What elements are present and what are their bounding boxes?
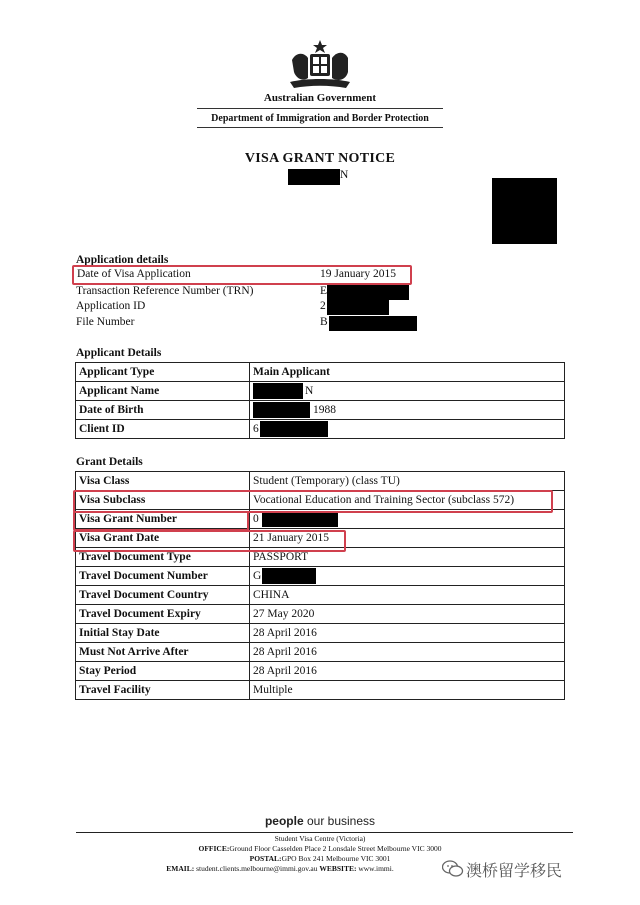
- table-key: Initial Stay Date: [76, 624, 250, 643]
- postal-text: GPO Box 241 Melbourne VIC 3001: [281, 854, 391, 863]
- footer-centre: Student Visa Centre (Victoria): [274, 834, 366, 843]
- grant-date-highlight: [73, 530, 346, 552]
- footer-divider: [76, 832, 573, 833]
- table-key: Visa Subclass: [76, 491, 250, 510]
- table-key: Applicant Name: [76, 382, 250, 401]
- website-text: www.immi.: [356, 864, 394, 873]
- table-value: [250, 382, 565, 401]
- detail-value: 2: [320, 300, 326, 312]
- table-row: [76, 624, 565, 643]
- visa-subclass-highlight: [73, 490, 553, 513]
- table-row: [76, 605, 565, 624]
- detail-label: Application ID: [76, 300, 146, 312]
- redaction-bar: [327, 285, 409, 300]
- office-text: Ground Floor Casselden Place 2 Lonsdale Street Melbourne VIC 3000: [229, 844, 442, 853]
- table-key: Visa Class: [76, 472, 250, 491]
- redaction-bar: [262, 568, 316, 584]
- redaction-bar: [329, 316, 417, 331]
- redaction-bar: [260, 421, 328, 437]
- value-text: 1988: [313, 404, 336, 416]
- table-key: Visa Grant Date: [76, 529, 250, 548]
- email-text: student.clients.melbourne@immi.gov.au: [194, 864, 320, 873]
- recipient-name-suffix: N: [340, 169, 349, 181]
- brand-bold: people: [264, 814, 304, 828]
- table-value: Student (Temporary) (class TU): [250, 472, 565, 491]
- table-key: Travel Document Expiry: [76, 605, 250, 624]
- table-value: Multiple: [250, 681, 565, 700]
- table-key: Applicant Type: [76, 363, 250, 382]
- redaction-bar: [253, 402, 310, 418]
- grant-details-heading: Grant Details: [76, 456, 143, 468]
- table-row: [76, 662, 565, 681]
- table-value: CHINA: [250, 586, 565, 605]
- table-value: 28 April 2016: [250, 624, 565, 643]
- page-title: VISA GRANT NOTICE: [244, 151, 396, 166]
- applicant-details-heading: Applicant Details: [76, 347, 162, 359]
- detail-label: File Number: [76, 316, 135, 328]
- table-row: [76, 643, 565, 662]
- table-value: Main Applicant: [250, 363, 565, 382]
- department-name: Department of Immigration and Border Protection: [211, 113, 429, 124]
- table-key: Client ID: [76, 420, 250, 439]
- redaction-bar: [262, 511, 338, 527]
- applicant-table: [75, 362, 565, 439]
- table-key: Must Not Arrive After: [76, 643, 250, 662]
- email-label: EMAIL:: [166, 864, 195, 873]
- watermark-text: 澳桥留学移民: [466, 861, 563, 880]
- table-value: [250, 567, 565, 586]
- table-key: Stay Period: [76, 662, 250, 681]
- table-value: Vocational Education and Training Sector (subclass 572): [250, 491, 565, 510]
- postal-label: POSTAL:: [249, 854, 282, 863]
- value-text: G: [253, 570, 262, 582]
- redaction-bar: [253, 383, 303, 399]
- detail-label: Date of Visa Application: [77, 268, 191, 280]
- table-value: [250, 401, 565, 420]
- table-row: [76, 401, 565, 420]
- detail-value: E: [320, 285, 328, 297]
- detail-value: B: [320, 316, 328, 328]
- table-key: Travel Document Number: [76, 567, 250, 586]
- grant-number-highlight: [73, 511, 249, 531]
- detail-label: Transaction Reference Number (TRN): [76, 285, 254, 297]
- table-row: [76, 382, 565, 401]
- value-text: N: [305, 385, 314, 397]
- table-row: [76, 420, 565, 439]
- detail-value: 19 January 2015: [320, 268, 397, 280]
- table-row: [76, 681, 565, 700]
- table-value: [250, 420, 565, 439]
- table-value: 21 January 2015: [250, 529, 565, 548]
- brand-tagline: [0, 814, 640, 828]
- redaction-bar: [288, 169, 340, 185]
- photo-redaction: [492, 178, 557, 244]
- office-label: OFFICE:: [198, 844, 230, 853]
- table-key: Visa Grant Number: [76, 510, 250, 529]
- footer-office: [0, 844, 640, 853]
- website-label: WEBSITE:: [319, 864, 357, 873]
- table-value: 28 April 2016: [250, 643, 565, 662]
- table-key: Date of Birth: [76, 401, 250, 420]
- table-value: 28 April 2016: [250, 662, 565, 681]
- table-value: 27 May 2020: [250, 605, 565, 624]
- table-row: [76, 472, 565, 491]
- brand-rest: our business: [303, 814, 376, 828]
- table-row: [76, 586, 565, 605]
- table-value: PASSPORT: [250, 548, 565, 567]
- coat-of-arms-icon: [286, 38, 354, 92]
- application-details-heading: Application details: [76, 254, 169, 266]
- redaction-bar: [327, 300, 389, 315]
- government-name: Australian Government: [263, 92, 377, 104]
- value-text: 0: [253, 513, 259, 525]
- table-row: [76, 567, 565, 586]
- header-divider: [197, 108, 443, 109]
- wechat-icon: [442, 860, 464, 878]
- table-row: [76, 363, 565, 382]
- table-key: Travel Facility: [76, 681, 250, 700]
- table-key: Travel Document Country: [76, 586, 250, 605]
- value-text: 6: [253, 423, 259, 435]
- header-divider: [197, 127, 443, 128]
- table-key: Travel Document Type: [76, 548, 250, 567]
